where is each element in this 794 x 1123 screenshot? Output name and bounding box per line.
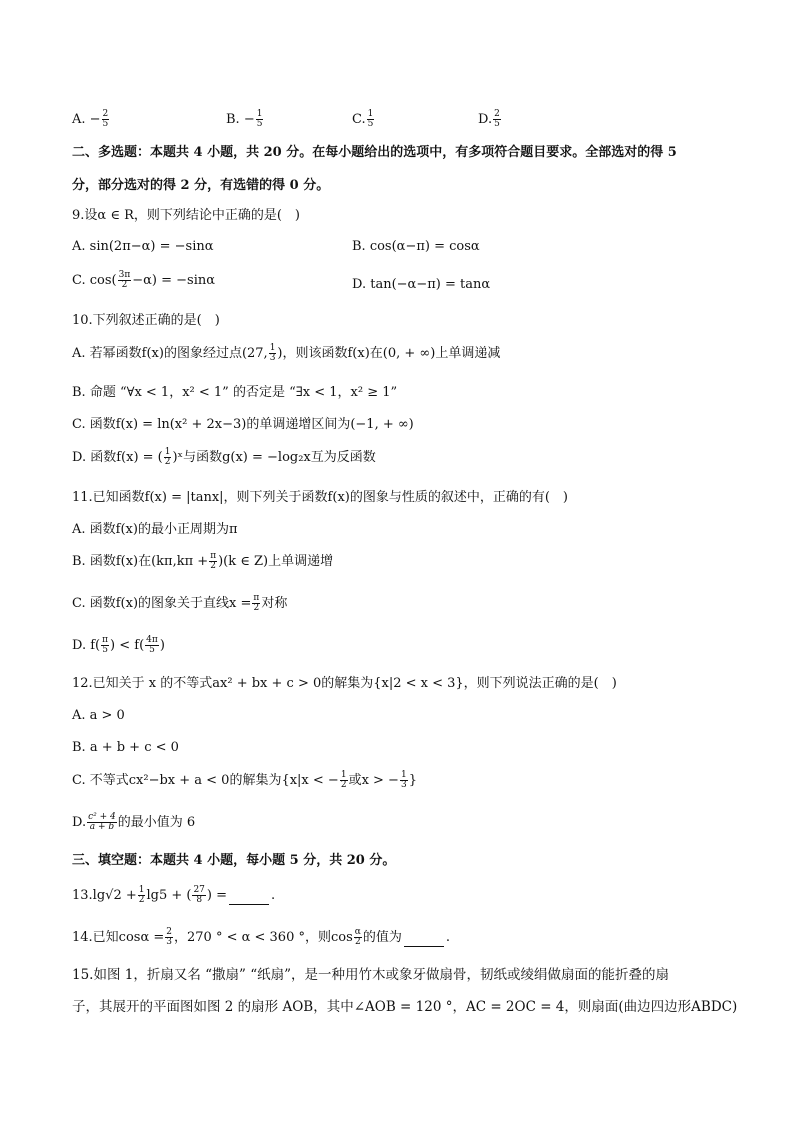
q9-option-b: B. cos(α−π) = cosα bbox=[352, 239, 480, 254]
q11-c-pre: C. 函数f(x)的图象关于直线x = bbox=[72, 596, 252, 611]
q9-option-c bbox=[72, 271, 215, 290]
q14-num1: 2 bbox=[166, 927, 172, 937]
q13 bbox=[72, 886, 275, 905]
q12-option-c bbox=[72, 771, 417, 790]
q10-a-post: )，则该函数f(x)在(0, + ∞)上单调递减 bbox=[277, 346, 501, 361]
q10-d-pre: D. 函数f(x) = ( bbox=[72, 450, 163, 465]
q8-c-label: C. bbox=[352, 112, 366, 127]
q12-c-mid: 或x > − bbox=[348, 773, 399, 788]
q12-d-post: 的最小值为 6 bbox=[117, 815, 196, 830]
q8-b-den: 5 bbox=[256, 119, 263, 129]
q12-c-pre: C. 不等式cx²−bx + a < 0的解集为{x|x < − bbox=[72, 773, 339, 788]
q11-b-pre: B. 函数f(x)在(kπ,kπ + bbox=[72, 554, 209, 569]
q12-c-num1: 1 bbox=[340, 770, 347, 780]
q8-c-frac bbox=[367, 110, 375, 129]
q11-b-num: π bbox=[210, 551, 217, 561]
q11-option-c bbox=[72, 594, 287, 613]
q10-a-den: 3 bbox=[269, 353, 276, 363]
q13-pre: 13.lg√2 + bbox=[72, 888, 137, 903]
section3-heading: 三、填空题：本题共 4 小题，每小题 5 分，共 20 分。 bbox=[72, 853, 396, 868]
q13-frac2 bbox=[192, 886, 205, 905]
q11-option-d bbox=[72, 636, 165, 655]
q8-option-d bbox=[478, 110, 502, 129]
q14-pre: 14.已知cosα = bbox=[72, 930, 165, 945]
q12-c-frac2 bbox=[400, 771, 408, 790]
q13-den1: 2 bbox=[138, 895, 145, 905]
q9-c-pre: C. cos( bbox=[72, 273, 117, 288]
q12-c-den2: 3 bbox=[400, 780, 407, 790]
q9-stem: 9.设α ∈ R，则下列结论中正确的是( ) bbox=[72, 208, 301, 223]
q12-c-post: } bbox=[408, 773, 417, 788]
q14-den1: 3 bbox=[166, 937, 172, 947]
q11-c-num: π bbox=[253, 593, 260, 603]
q10-d-post: )ˣ与函数g(x) = −log₂x互为反函数 bbox=[172, 450, 376, 465]
q11-d-post: ) bbox=[159, 638, 165, 653]
q8-a-num: 2 bbox=[102, 109, 109, 119]
q12-d-frac bbox=[87, 813, 117, 832]
q12-c-frac1 bbox=[340, 771, 348, 790]
q9-option-d: D. tan(−α−π) = tanα bbox=[352, 277, 491, 292]
q8-b-num: 1 bbox=[256, 109, 263, 119]
q11-option-b bbox=[72, 552, 333, 571]
q9-c-num: 3π bbox=[118, 270, 131, 280]
q12-stem: 12.已知关于 x 的不等式ax² + bx + c > 0的解集为{x|2 < x < 3}，则下列说法正确的是( ) bbox=[72, 676, 617, 691]
q13-num1: 1 bbox=[138, 885, 145, 895]
q12-d-pre: D. bbox=[72, 815, 87, 830]
q10-d-frac bbox=[164, 448, 172, 467]
q11-d-frac1 bbox=[101, 636, 109, 655]
q12-c-den1: 2 bbox=[340, 780, 347, 790]
q8-b-label: B. − bbox=[226, 112, 255, 127]
q9-c-frac bbox=[118, 271, 132, 290]
q10-d-num: 1 bbox=[164, 447, 171, 457]
q8-b-frac bbox=[256, 110, 264, 129]
q13-frac1 bbox=[138, 886, 146, 905]
q11-stem: 11.已知函数f(x) = |tanx|，则下列关于函数f(x)的图象与性质的叙述中，正确的有( ) bbox=[72, 490, 568, 505]
q10-d-den: 2 bbox=[164, 457, 171, 467]
section2-heading-line2: 分，部分选对的得 2 分，有选错的得 0 分。 bbox=[72, 178, 330, 193]
q9-c-post: −α) = −sinα bbox=[132, 273, 216, 288]
q9-c-den: 2 bbox=[121, 280, 128, 290]
q12-option-b: B. a + b + c < 0 bbox=[72, 740, 179, 755]
q10-option-a bbox=[72, 344, 500, 363]
q14-den2: 2 bbox=[354, 937, 361, 947]
q8-a-den: 5 bbox=[102, 119, 109, 129]
q8-option-c bbox=[352, 110, 375, 129]
q8-a-frac bbox=[102, 110, 110, 129]
q10-a-num: 1 bbox=[269, 343, 276, 353]
q13-end: . bbox=[271, 888, 276, 903]
q13-num2: 27 bbox=[193, 885, 205, 895]
q14 bbox=[72, 928, 450, 947]
q11-d-den1: 5 bbox=[102, 645, 108, 655]
q8-c-num: 1 bbox=[367, 109, 374, 119]
q11-d-den2: 5 bbox=[149, 645, 155, 655]
q8-d-den: 5 bbox=[494, 119, 500, 129]
q13-mid: lg5 + ( bbox=[146, 888, 192, 903]
q11-c-den: 2 bbox=[253, 603, 260, 613]
q15-line1: 15.如图 1，折扇又名 “撒扇” “纸扇”，是一种用竹木或象牙做扇骨，韧纸或绫绢做扇面的能折叠的扇 bbox=[72, 967, 670, 983]
q10-option-d bbox=[72, 448, 376, 467]
q8-option-b bbox=[226, 110, 264, 129]
q11-d-mid: ) < f( bbox=[110, 638, 145, 653]
q10-option-b: B. 命题 “∀x < 1，x² < 1” 的否定是 “∃x < 1，x² ≥ 1” bbox=[72, 385, 398, 400]
q12-option-a: A. a > 0 bbox=[72, 708, 125, 723]
q11-b-den: 2 bbox=[210, 561, 217, 571]
q10-a-frac bbox=[269, 344, 277, 363]
q14-answer-blank bbox=[404, 946, 444, 947]
q11-b-post: )(k ∈ Z)上单调递增 bbox=[218, 554, 334, 569]
q10-option-c: C. 函数f(x) = ln(x² + 2x−3)的单调递增区间为(−1, + ∞) bbox=[72, 417, 414, 432]
q8-a-label: A. − bbox=[72, 112, 101, 127]
q13-den2: 8 bbox=[196, 895, 203, 905]
q11-c-frac bbox=[252, 594, 260, 613]
q11-d-frac2 bbox=[145, 636, 159, 655]
q14-end: . bbox=[445, 930, 450, 945]
q14-frac2 bbox=[354, 928, 362, 947]
q12-c-num2: 1 bbox=[400, 770, 407, 780]
q8-d-num: 2 bbox=[494, 109, 500, 119]
q13-answer-blank bbox=[229, 904, 269, 905]
q10-a-pre: A. 若幂函数f(x)的图象经过点(27, bbox=[72, 346, 268, 361]
section2-heading-line1: 二、多选题：本题共 4 小题，共 20 分。在每小题给出的选项中，有多项符合题目要求。全部选对的得 5 bbox=[72, 145, 677, 160]
q15-line2: 子，其展开的平面图如图 2 的扇形 AOB，其中∠AOB = 120 °，AC = 2OC = 4，则扇面(曲边四边形ABDC) bbox=[72, 999, 738, 1015]
q12-d-num: c² + 4 bbox=[88, 812, 116, 822]
q11-option-a: A. 函数f(x)的最小正周期为π bbox=[72, 522, 238, 537]
q11-d-num1: π bbox=[102, 635, 109, 645]
q9-option-a: A. sin(2π−α) = −sinα bbox=[72, 239, 214, 254]
q8-c-den: 5 bbox=[367, 119, 374, 129]
q12-option-d bbox=[72, 813, 195, 832]
q11-d-num2: 4π bbox=[146, 635, 158, 645]
q11-b-frac bbox=[209, 552, 217, 571]
q8-d-label: D. bbox=[478, 112, 493, 127]
q8-d-frac bbox=[493, 110, 501, 129]
q10-stem: 10.下列叙述正确的是( ) bbox=[72, 313, 220, 328]
q12-d-den: a + b bbox=[89, 822, 115, 832]
q14-num2: α bbox=[354, 927, 361, 937]
q14-mid: ，270 ° < α < 360 °，则cos bbox=[174, 930, 353, 945]
q13-post: ) = bbox=[206, 888, 228, 903]
q8-option-a bbox=[72, 110, 110, 129]
q14-frac1 bbox=[165, 928, 173, 947]
q14-post: 的值为 bbox=[362, 930, 402, 945]
q11-c-post: 对称 bbox=[261, 596, 288, 611]
q11-d-pre: D. f( bbox=[72, 638, 101, 653]
